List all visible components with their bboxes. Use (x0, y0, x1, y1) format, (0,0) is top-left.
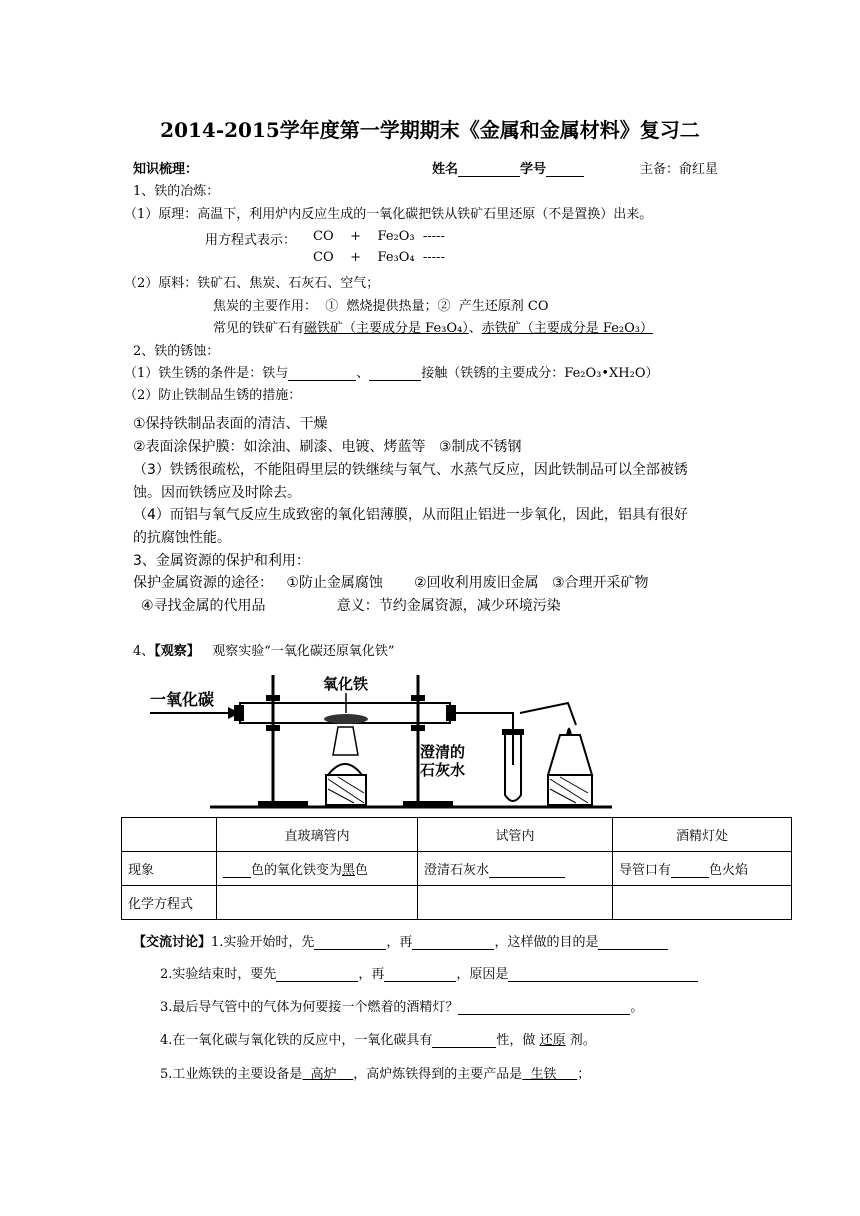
observation-table (121, 817, 792, 920)
measure-4a: （4）而铝与氧气反应生成致密的氧化铝薄膜，从而阻止铝进一步氧化，因此，铝具有很好 (133, 507, 688, 523)
q2-blank-1[interactable] (276, 967, 358, 982)
q3-text: 3.最后导气管中的气体为何要接一个燃着的酒精灯？ (160, 1000, 459, 1015)
rust-blank-2[interactable] (369, 366, 421, 381)
table-row (122, 852, 792, 886)
resources-line-1: 保护金属资源的途径： ①防止金属腐蚀 ②回收利用废旧金属 ③合理开采矿物 (133, 575, 649, 591)
cell-testtube-equation[interactable] (418, 886, 613, 920)
author: 主备：俞红星 (640, 162, 719, 177)
page-title: 2014-2015学年度第一学期期末《金属和金属材料》复习二 (160, 118, 700, 142)
q3-end: 。 (630, 1000, 644, 1015)
clamp-right-top (411, 695, 425, 701)
q1-blank-2[interactable] (412, 935, 494, 950)
q4-text-a: 4.在一氧化碳与氧化铁的反应中，一氧化碳具有 (160, 1033, 433, 1048)
name-blank[interactable] (458, 162, 520, 177)
testtube-blank[interactable] (489, 863, 565, 878)
ores-sep: 、 (468, 321, 482, 336)
q1-blank-1[interactable] (314, 935, 386, 950)
burner-top (328, 764, 362, 775)
discussion-q4 (160, 1029, 596, 1048)
clamp-left-top (266, 695, 280, 701)
heading-iron-smelting: 1、铁的冶炼： (133, 184, 220, 199)
test-tube-stopper (502, 729, 524, 735)
q5-text-a: 5.工业炼铁的主要设备是 (160, 1067, 303, 1082)
clamp-right-bottom (411, 725, 425, 731)
measure-3a: （3）铁锈很疏松，不能阻碍里层的铁继续与氧气、水蒸气反应，因此铁制品可以全部被锈 (133, 462, 688, 478)
q2-blank-2[interactable] (384, 967, 456, 982)
q2-text-b: ，再 (358, 967, 385, 982)
cell-lamp-equation[interactable] (613, 886, 792, 920)
rust-cond-sep: 、 (356, 366, 370, 381)
q4-text-c: 剂。 (569, 1033, 596, 1048)
testtube-phenomenon-text: 澄清石灰水 (424, 863, 490, 878)
tube-answer: 黑 (342, 863, 356, 878)
tube-color-blank[interactable] (223, 863, 251, 878)
measure-1: ①保持铁制品表面的清洁、干燥 (133, 416, 328, 432)
q5-answer-2: 生铁 (530, 1067, 557, 1082)
coke-role: 焦炭的主要作用： ① 燃烧提供热量；② 产生还原剂 CO (213, 299, 549, 314)
q2-blank-3[interactable] (508, 967, 698, 982)
cell-testtube-phenomenon (418, 852, 613, 886)
observe-prefix: 4、 (133, 644, 155, 659)
observe-tag: 【观察】 (154, 644, 200, 659)
q1-blank-3[interactable] (598, 935, 668, 950)
row-label-equation: 化学方程式 (122, 886, 217, 920)
rust-cond-suffix: 接触（铁锈的主要成分：Fe₂O₃•XH₂O） (421, 366, 659, 381)
rust-cond-prefix: （1）铁生锈的条件是：铁与 (124, 366, 289, 381)
cell-tube-phenomenon (217, 852, 418, 886)
label-lime-2: 石灰水 (420, 761, 466, 779)
stand-right-base (403, 801, 453, 807)
q5-answer-1: 高炉 (310, 1067, 337, 1082)
exhaust-tube (520, 703, 576, 725)
label-fe2o3: 氧化铁 (323, 675, 369, 693)
q5-text-c: ； (577, 1067, 591, 1082)
rust-condition (124, 362, 659, 381)
lamp-phenomenon-suffix: 色火焰 (709, 863, 749, 878)
table-header-cell: 酒精灯处 (613, 818, 792, 852)
heading-resources: 3、金属资源的保护和利用： (133, 553, 310, 569)
stopper-right (446, 705, 456, 721)
section-heading: 知识梳理： (133, 162, 199, 177)
ore-magnetite: 磁铁矿（主要成分是 Fe₃O₄） (304, 321, 469, 336)
heading-rusting: 2、铁的锈蚀： (133, 344, 220, 359)
lamp-stand (548, 775, 592, 805)
stand-left-base (258, 801, 308, 807)
alcohol-lamp (548, 735, 592, 775)
table-header-cell: 直玻璃管内 (217, 818, 418, 852)
cell-lamp-phenomenon (613, 852, 792, 886)
discussion-q1 (133, 931, 668, 950)
q5-answer-1-wrap (302, 1067, 353, 1082)
number-blank[interactable] (546, 162, 584, 177)
equation-2: CO + Fe₃O₄ ----- (313, 250, 445, 265)
tube-color-suffix: 色 (355, 863, 369, 878)
ore-hematite: 赤铁矿（主要成分是 Fe₂O₃） (481, 321, 653, 336)
clamp-left-bottom (266, 725, 280, 731)
observe-text: 观察实验“一氧化碳还原氧化铁” (212, 644, 395, 659)
measures-heading: （2）防止铁制品生锈的措施： (124, 388, 302, 403)
equation-1: CO + Fe₂O₃ ----- (313, 229, 445, 244)
rust-blank-1[interactable] (288, 366, 356, 381)
materials: （2）原料：铁矿石、焦炭、石灰石、空气； (124, 276, 380, 291)
common-ores (213, 317, 653, 336)
name-label: 姓名 (432, 162, 459, 177)
principle: （1）原理：高温下，利用炉内反应生成的一氧化碳把铁从铁矿石里还原（不是置换）出来。 (124, 207, 653, 222)
iron-oxide-sample (324, 714, 368, 724)
q4-text-b: 性，做 (496, 1033, 536, 1048)
measure-4b: 的抗腐蚀性能。 (133, 530, 231, 546)
observe-heading (133, 640, 395, 659)
q1-text-a: 1.实验开始时，先 (211, 935, 315, 950)
cell-tube-equation[interactable] (217, 886, 418, 920)
tube-phenomenon-text: 色的氧化铁变为 (251, 863, 343, 878)
number-label: 学号 (520, 162, 547, 177)
equation-label: 用方程式表示： (205, 233, 297, 248)
q1-text-c: ，这样做的目的是 (494, 935, 599, 950)
label-co: 一氧化碳 (150, 690, 215, 709)
discussion-q2 (160, 963, 698, 982)
row-label-phenomenon: 现象 (122, 852, 217, 886)
lamp-phenomenon-text: 导管口有 (619, 863, 672, 878)
q4-answer: 还原 (539, 1033, 566, 1048)
name-field[interactable] (432, 158, 584, 177)
q2-text-c: ，原因是 (456, 967, 509, 982)
q5-text-b: ，高炉炼铁得到的主要产品是 (353, 1067, 523, 1082)
table-header-cell: 试管内 (418, 818, 613, 852)
measure-2: ②表面涂保护膜：如涂油、刷漆、电镀、烤蓝等 ③制成不锈钢 (133, 439, 522, 455)
q5-answer-2-wrap (522, 1067, 577, 1082)
flame-color-blank[interactable] (671, 863, 709, 878)
flame (333, 727, 358, 755)
measure-3b: 蚀。因而铁锈应及时除去。 (133, 485, 301, 501)
label-lime-1: 澄清的 (420, 743, 466, 761)
apparatus-figure (148, 665, 628, 813)
resources-line-2: ④寻找金属的代用品 意义：节约金属资源，减少环境污染 (141, 598, 561, 614)
stopper-left (234, 705, 244, 721)
ores-prefix: 常见的铁矿石有 (213, 321, 305, 336)
table-row (122, 886, 792, 920)
discussion-q3 (160, 996, 643, 1015)
lamp-flame (566, 728, 572, 736)
table-header-cell (122, 818, 217, 852)
q4-blank[interactable] (432, 1033, 496, 1048)
discussion-tag: 【交流讨论】 (133, 935, 212, 950)
discussion-q5 (160, 1063, 590, 1082)
table-header-row (122, 818, 792, 852)
q1-text-b: ，再 (386, 935, 413, 950)
q3-blank[interactable] (458, 1000, 630, 1015)
q2-text-a: 2.实验结束时，要先 (160, 967, 277, 982)
